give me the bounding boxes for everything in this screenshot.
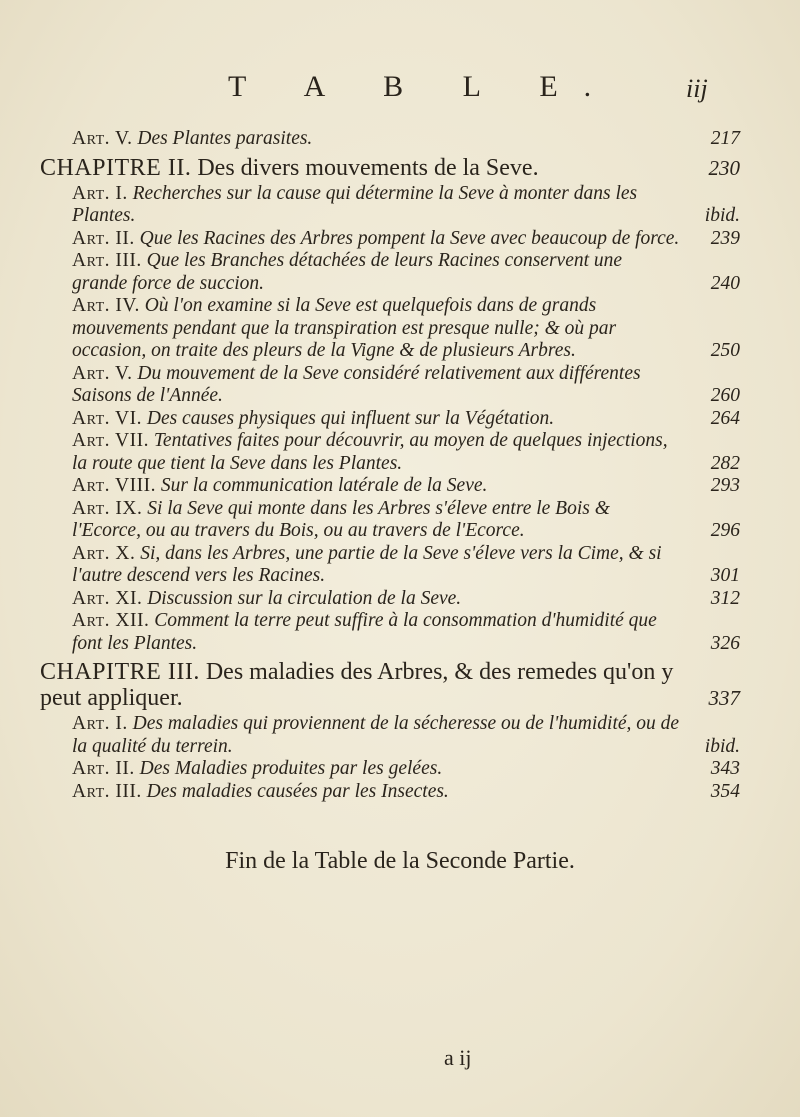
signature-mark: a ij: [444, 1045, 472, 1070]
entry-label: Art. IX.: [72, 497, 143, 519]
entry-label: Art. IV.: [72, 295, 140, 316]
entry-title: Des causes physiques qui influent sur la Végétation.: [146, 407, 555, 429]
entry-page-number: 260: [710, 385, 740, 406]
entry-page-number: 264: [710, 407, 740, 429]
entry-title: Des maladies causées par les Insectes.: [146, 780, 449, 802]
entry-label: Art. III.: [72, 250, 142, 271]
table-of-contents: [40, 128, 740, 803]
entry-label: Art. V.: [72, 362, 133, 384]
article-entry: [72, 610, 740, 655]
entry-label: Art. X.: [72, 542, 136, 564]
entry-title: Discussion sur la circulation de la Seve.: [147, 587, 462, 609]
article-entry: [72, 588, 740, 611]
entry-label: Art. I.: [72, 713, 128, 734]
article-entry: [72, 183, 740, 228]
chapter-entry: [40, 155, 740, 181]
entry-title: Si la Seve qui monte dans les Arbres s'éleve entre le Bois & l'Ecorce, ou au travers du Bois, ou au travers de l'Ecorce.: [72, 497, 610, 541]
entry-page-number: 282: [710, 452, 740, 474]
article-entry: [72, 430, 740, 475]
entry-page-number: ibid.: [704, 205, 740, 226]
article-entry: [72, 475, 740, 498]
entry-title: Des divers mouvements de la Seve.: [197, 154, 539, 181]
article-entry: [72, 363, 740, 408]
article-entry: [72, 543, 740, 588]
entry-label: CHAPITRE II.: [40, 154, 192, 181]
entry-page-number: 296: [710, 520, 740, 541]
entry-title: Des Maladies produites par les gelées.: [139, 758, 443, 779]
entry-title: Que les Racines des Arbres pompent la Seve avec beaucoup de force.: [139, 227, 680, 249]
entry-label: Art. XI.: [72, 587, 143, 609]
article-entry: [72, 408, 740, 431]
entry-page-number: 239: [710, 227, 740, 249]
entry-title: Du mouvement de la Seve considéré relativement aux différentes Saisons de l'Année.: [72, 362, 641, 406]
entry-label: Art. V.: [72, 128, 133, 149]
entry-page-number: 354: [710, 780, 740, 802]
entry-page-number: 250: [710, 340, 740, 361]
article-entry: [72, 250, 740, 295]
entry-label: Art. VIII.: [72, 475, 156, 496]
entry-label: Art. II.: [72, 758, 135, 779]
entry-page-number: 217: [710, 128, 740, 149]
closing-line: Fin de la Table de la Seconde Partie.: [225, 848, 575, 874]
entry-label: Art. II.: [72, 227, 135, 249]
article-entry: [72, 758, 740, 781]
article-entry: [72, 713, 740, 758]
entry-title: Où l'on examine si la Seve est quelquefois dans de grands mouvements pendant que la transpiration est presque nulle; & où par occasion, on traite des pleurs de la Vigne & de plusieurs Arbres.: [72, 295, 617, 361]
entry-page-number: 240: [710, 272, 740, 294]
entry-label: Art. XII.: [72, 610, 150, 631]
folio: iij: [686, 74, 708, 103]
running-head: [0, 70, 800, 110]
article-entry: [72, 781, 740, 804]
entry-page-number: ibid.: [704, 735, 740, 757]
entry-label: CHAPITRE III.: [40, 659, 200, 685]
article-entry: [72, 498, 740, 543]
entry-label: Art. I.: [72, 182, 128, 204]
entry-title: Tentatives faites pour découvrir, au moyen de quelques injections, la route que tient la Seve dans les Plantes.: [72, 430, 668, 474]
entry-page-number: 312: [710, 587, 740, 609]
entry-title: Que les Branches détachées de leurs Racines conservent une grande force de succion.: [72, 250, 623, 294]
entry-page-number: 337: [708, 686, 740, 710]
entry-title: Sur la communication latérale de la Seve.: [160, 475, 488, 496]
entry-page-number: 230: [708, 155, 740, 180]
running-title: T A B L E.: [228, 70, 618, 103]
entry-label: Art. VI.: [72, 407, 142, 429]
entry-title: Des maladies des Arbres, & des remedes qu'on y peut appliquer.: [40, 659, 674, 711]
entry-label: Art. VII.: [72, 430, 149, 451]
entry-title: Des maladies qui proviennent de la sécheresse ou de l'humidité, ou de la qualité du terrein.: [72, 713, 680, 757]
chapter-entry: [40, 659, 740, 711]
entry-page-number: 343: [710, 758, 740, 779]
entry-title: Comment la terre peut suffire à la consommation d'humidité que font les Plantes.: [72, 610, 657, 654]
article-entry: [72, 295, 740, 363]
entry-page-number: 301: [710, 565, 740, 586]
entry-page-number: 293: [710, 475, 740, 496]
entry-page-number: 326: [710, 632, 740, 654]
article-entry: [72, 128, 740, 151]
entry-title: Des Plantes parasites.: [137, 128, 313, 149]
entry-title: Si, dans les Arbres, une partie de la Seve s'éleve vers la Cime, & si l'autre descend vers les Racines.: [72, 542, 662, 586]
entry-title: Recherches sur la cause qui détermine la Seve à monter dans les Plantes.: [72, 182, 638, 226]
article-entry: [72, 228, 740, 251]
entry-label: Art. III.: [72, 780, 142, 802]
